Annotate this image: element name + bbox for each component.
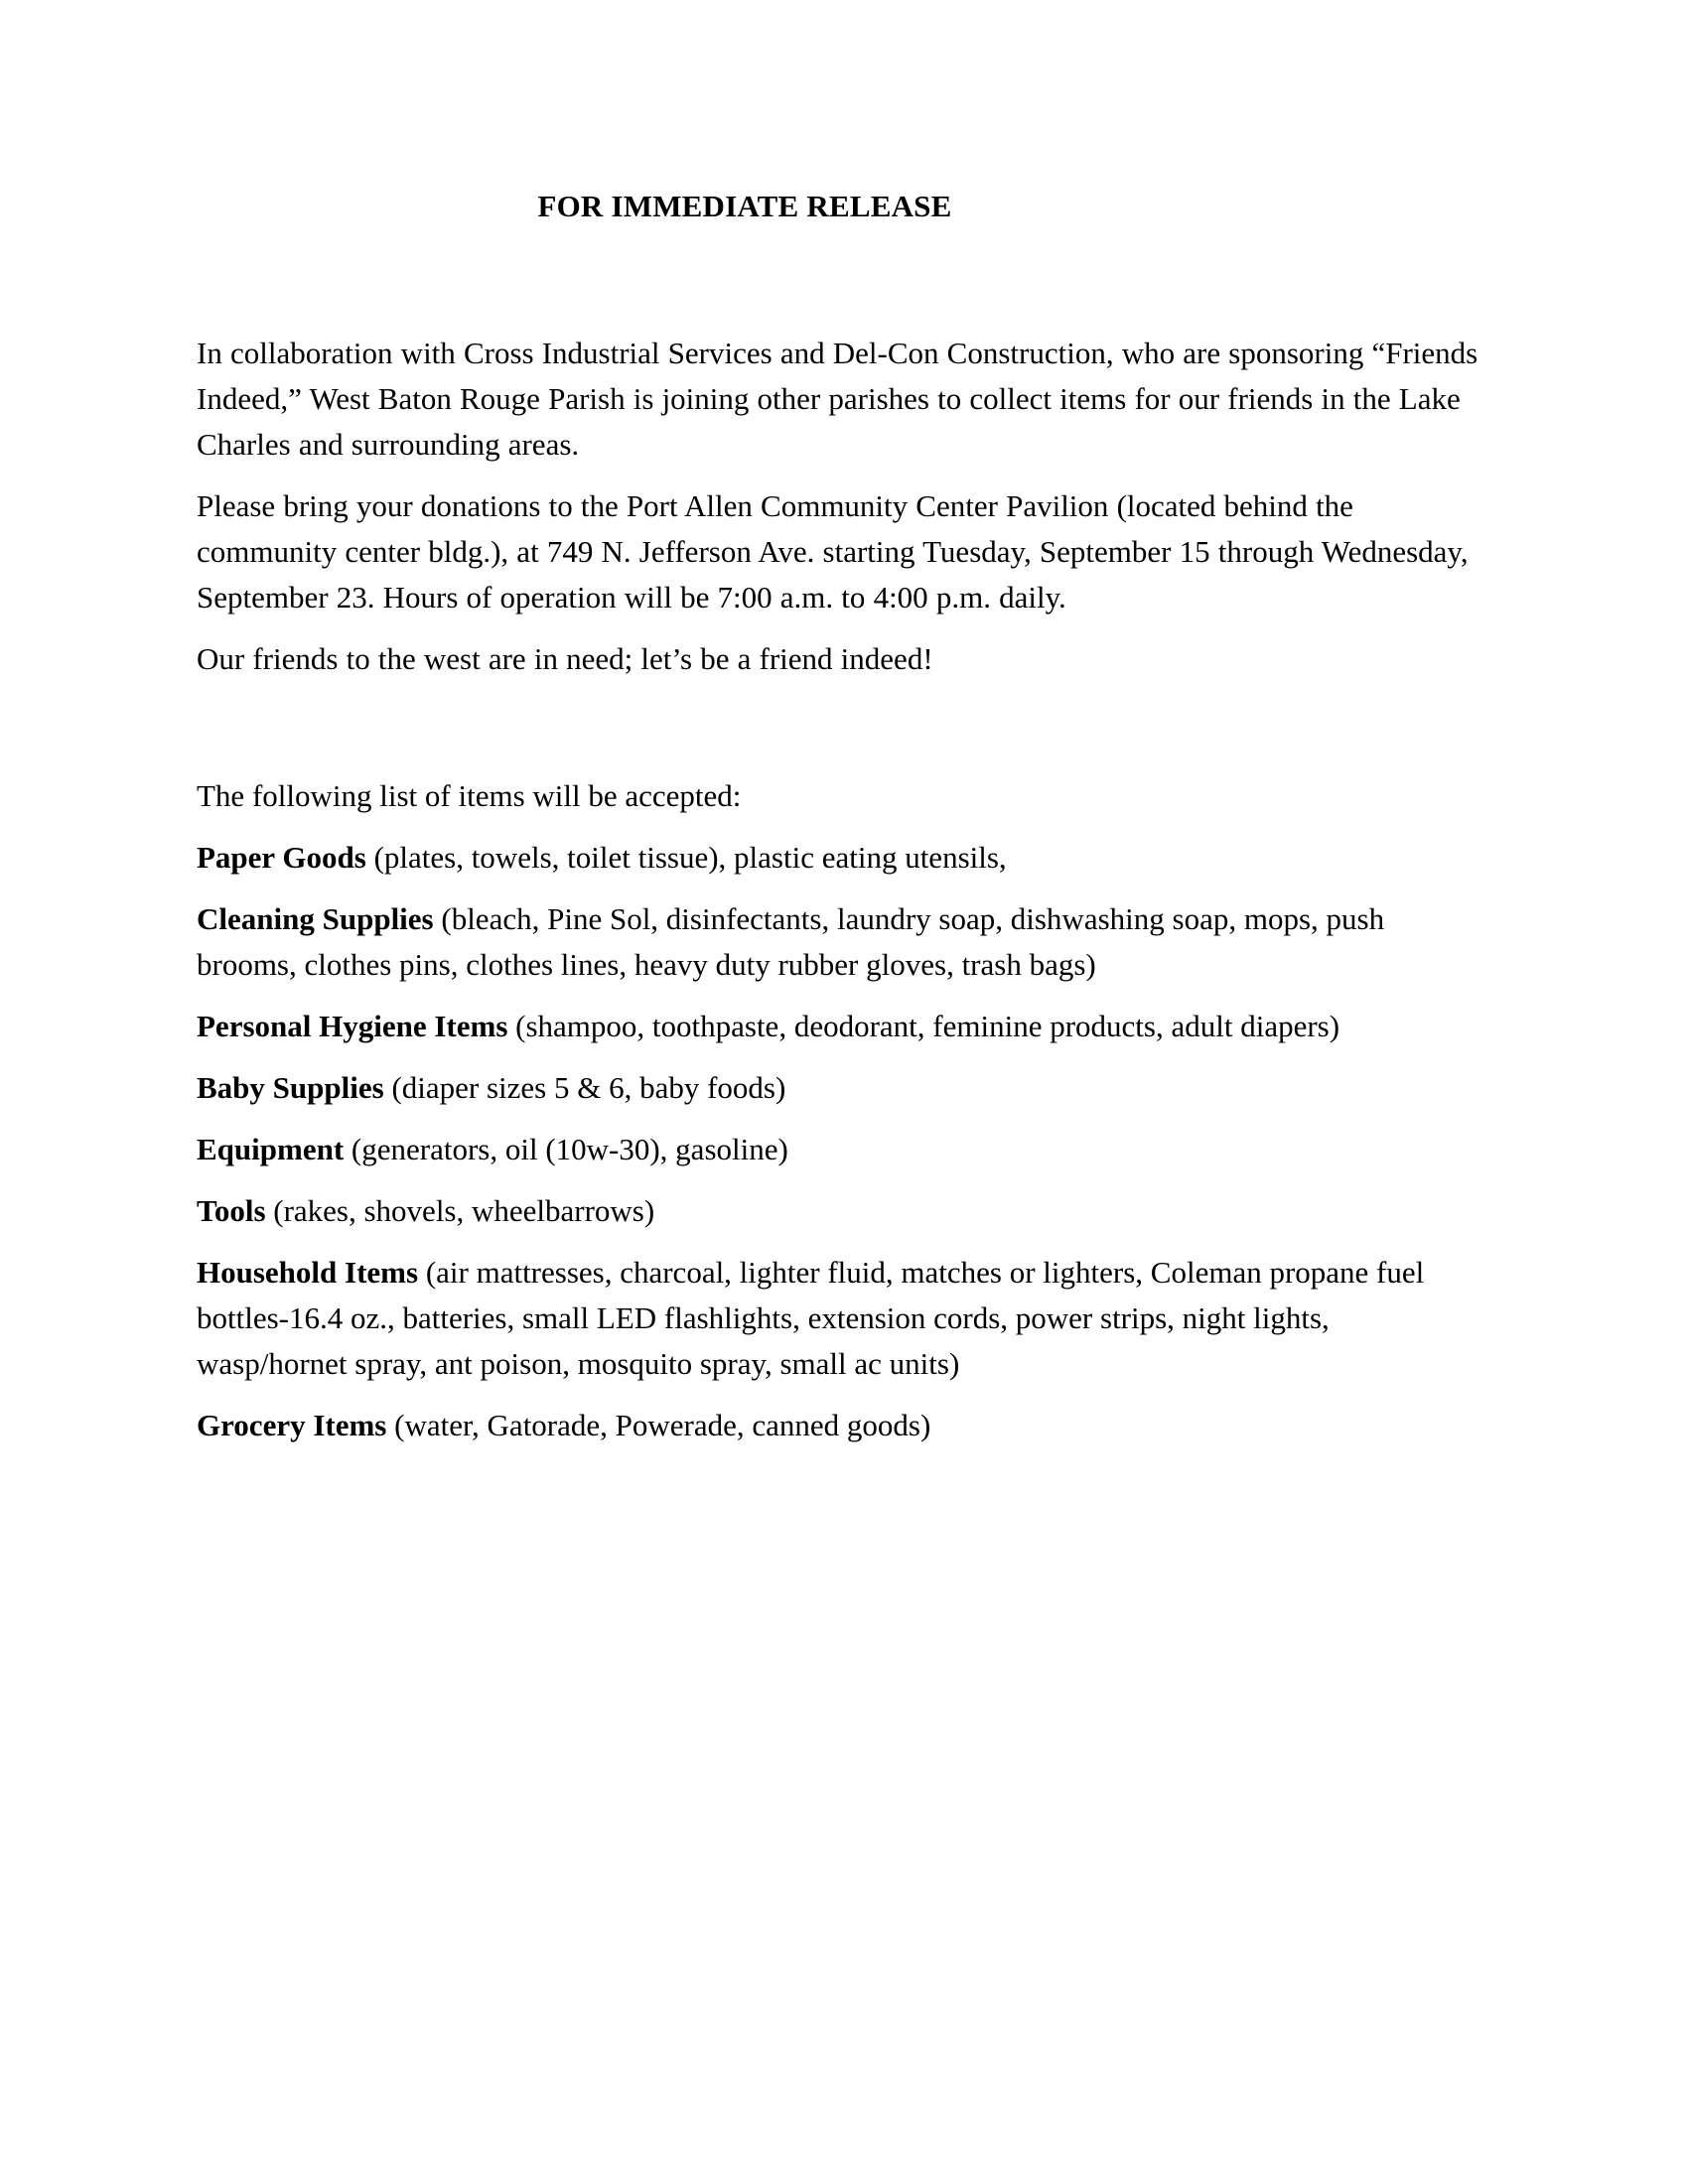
title-spacer — [197, 228, 1487, 331]
list-item — [197, 1004, 1487, 1049]
category-label: Baby Supplies — [197, 1070, 384, 1105]
paragraph-donation-details: Please bring your donations to the Port Allen Community Center Pavilion (located behind the community center bldg.), at 749 N. Jefferson Ave. starting Tuesday, September 15 through Wednesday, September 23. Hours of operation will be 7:00 a.m. to 4:00 p.m. daily. — [197, 488, 1469, 614]
paragraph-closing-appeal: Our friends to the west are in need; let’s be a friend indeed! — [197, 641, 933, 676]
accepted-items-list — [197, 835, 1487, 1448]
category-items: (water, Gatorade, Powerade, canned goods) — [386, 1408, 931, 1442]
category-items: (shampoo, toothpaste, deodorant, feminine products, adult diapers) — [507, 1009, 1340, 1043]
accepted-items-intro: The following list of items will be accepted: — [197, 778, 742, 813]
category-label: Tools — [197, 1193, 266, 1228]
document-content — [197, 185, 1487, 1464]
category-label: Paper Goods — [197, 840, 366, 875]
list-item — [197, 1127, 1487, 1172]
list-item — [197, 835, 1487, 881]
list-item — [197, 896, 1487, 988]
category-items: (bleach, Pine Sol, disinfectants, laundry soap, dishwashing soap, mops, push brooms, clothes pins, clothes lines, heavy duty rubber gloves, trash bags) — [197, 901, 1385, 982]
list-item — [197, 1250, 1487, 1387]
paragraph-collaboration: In collaboration with Cross Industrial Services and Del-Con Construction, who are sponsoring “Friends Indeed,” West Baton Rouge Parish is joining other parishes to collect items for our friends in the Lake Charles and surrounding areas. — [197, 336, 1478, 462]
category-label: Household Items — [197, 1255, 419, 1290]
category-items: (rakes, shovels, wheelbarrows) — [265, 1193, 655, 1228]
category-label: Equipment — [197, 1132, 345, 1166]
category-label: Grocery Items — [197, 1408, 387, 1442]
list-item — [197, 1065, 1487, 1111]
category-items: (plates, towels, toilet tissue), plastic eating utensils, — [365, 840, 1007, 875]
category-label: Personal Hygiene Items — [197, 1009, 508, 1043]
page-title: FOR IMMEDIATE RELEASE — [537, 189, 952, 223]
list-item — [197, 1188, 1487, 1234]
category-items: (generators, oil (10w-30), gasoline) — [344, 1132, 788, 1166]
section-spacer — [197, 698, 1487, 773]
category-items: (air mattresses, charcoal, lighter fluid, matches or lighters, Coleman propane fuel bottles-16.4 oz., batteries, small LED flashlights, extension cords, power strips, night lights, wasp/hornet spray, ant poison, mosquito spray, small ac units) — [197, 1255, 1425, 1381]
category-label: Cleaning Supplies — [197, 901, 434, 936]
category-items: (diaper sizes 5 & 6, baby foods) — [383, 1070, 786, 1105]
list-item — [197, 1403, 1487, 1448]
